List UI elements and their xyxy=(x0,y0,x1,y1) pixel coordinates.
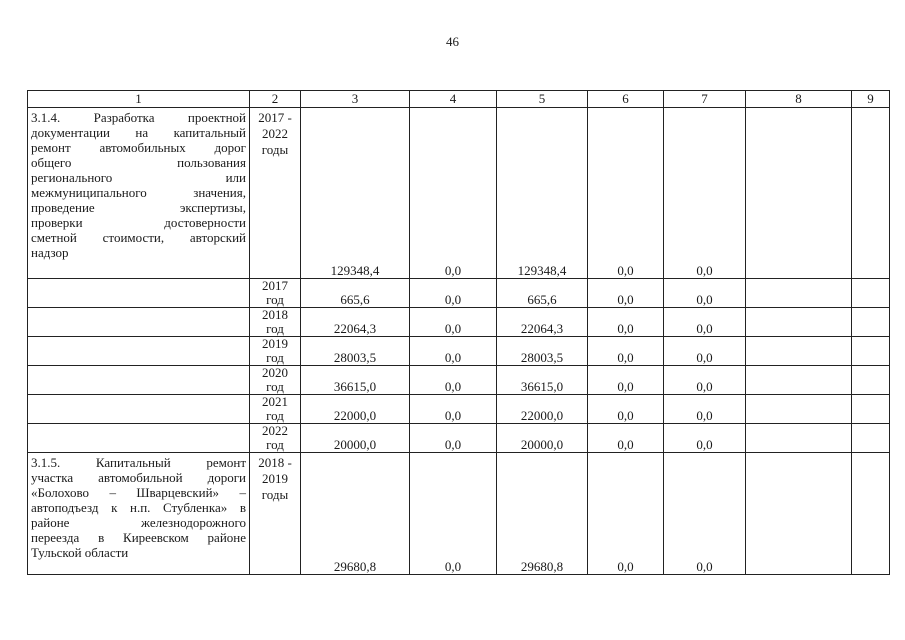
value-cell: 0,0 xyxy=(588,366,664,395)
value-cell: 22000,0 xyxy=(301,395,410,424)
year-label: 2017 xyxy=(262,278,288,293)
table-row xyxy=(28,424,890,453)
value-cell xyxy=(852,108,890,279)
value-cell: 0,0 xyxy=(664,279,746,308)
desc-line: проверки достоверности xyxy=(31,215,246,230)
year-cell xyxy=(250,366,301,395)
period-cell xyxy=(250,453,301,575)
empty-cell xyxy=(852,308,890,337)
desc-line: ремонт автомобильных дорог xyxy=(31,140,246,155)
empty-cell xyxy=(28,279,250,308)
value-cell: 0,0 xyxy=(410,108,497,279)
value-cell xyxy=(852,453,890,575)
empty-cell xyxy=(746,366,852,395)
period-line: 2019 xyxy=(262,471,288,486)
desc-line: регионального или xyxy=(31,170,246,185)
value-cell: 0,0 xyxy=(664,424,746,453)
value-cell: 36615,0 xyxy=(301,366,410,395)
value-cell: 22000,0 xyxy=(497,395,588,424)
year-unit: год xyxy=(266,408,284,423)
table-row xyxy=(28,279,890,308)
empty-cell xyxy=(746,395,852,424)
table-row xyxy=(28,453,890,575)
value-cell: 29680,8 xyxy=(301,453,410,575)
header-cell: 4 xyxy=(410,91,497,108)
value-cell: 29680,8 xyxy=(497,453,588,575)
empty-cell xyxy=(28,337,250,366)
year-unit: год xyxy=(266,379,284,394)
budget-table xyxy=(27,90,890,575)
desc-line: общего пользования xyxy=(31,155,246,170)
value-cell: 20000,0 xyxy=(301,424,410,453)
value-cell: 665,6 xyxy=(497,279,588,308)
value-cell: 0,0 xyxy=(410,279,497,308)
header-cell: 2 xyxy=(250,91,301,108)
empty-cell xyxy=(746,337,852,366)
desc-line: районе железнодорожного xyxy=(31,515,246,530)
period-line: 2017 - xyxy=(258,110,292,125)
value-cell: 28003,5 xyxy=(301,337,410,366)
value-cell: 0,0 xyxy=(664,337,746,366)
table-row xyxy=(28,337,890,366)
table-row xyxy=(28,395,890,424)
empty-cell xyxy=(852,366,890,395)
header-cell: 9 xyxy=(852,91,890,108)
value-cell: 0,0 xyxy=(588,279,664,308)
year-unit: год xyxy=(266,321,284,336)
empty-cell xyxy=(28,366,250,395)
value-cell: 0,0 xyxy=(410,395,497,424)
year-cell xyxy=(250,279,301,308)
year-label: 2018 xyxy=(262,307,288,322)
value-cell: 0,0 xyxy=(664,308,746,337)
value-cell: 0,0 xyxy=(410,366,497,395)
empty-cell xyxy=(852,337,890,366)
value-cell: 0,0 xyxy=(410,337,497,366)
year-label: 2020 xyxy=(262,365,288,380)
value-cell: 22064,3 xyxy=(301,308,410,337)
desc-line: Тульской области xyxy=(31,545,129,560)
value-cell: 20000,0 xyxy=(497,424,588,453)
period-line: годы xyxy=(261,142,289,157)
year-label: 2022 xyxy=(262,423,288,438)
value-cell xyxy=(746,453,852,575)
year-cell xyxy=(250,337,301,366)
desc-line: переезда в Киреевском районе xyxy=(31,530,246,545)
year-cell xyxy=(250,424,301,453)
value-cell: 22064,3 xyxy=(497,308,588,337)
item-description xyxy=(28,108,250,279)
value-cell: 129348,4 xyxy=(301,108,410,279)
value-cell: 129348,4 xyxy=(497,108,588,279)
empty-cell xyxy=(746,308,852,337)
value-cell: 0,0 xyxy=(588,337,664,366)
value-cell: 0,0 xyxy=(588,308,664,337)
empty-cell xyxy=(28,424,250,453)
year-unit: год xyxy=(266,437,284,452)
header-cell: 7 xyxy=(664,91,746,108)
value-cell: 28003,5 xyxy=(497,337,588,366)
value-cell: 0,0 xyxy=(664,395,746,424)
table-row xyxy=(28,108,890,279)
table-header-row xyxy=(28,91,890,108)
header-cell: 5 xyxy=(497,91,588,108)
desc-line: участка автомобильной дороги xyxy=(31,470,246,485)
desc-line: «Болохово – Шварцевский» – xyxy=(31,485,246,500)
empty-cell xyxy=(746,279,852,308)
empty-cell xyxy=(746,424,852,453)
value-cell: 0,0 xyxy=(410,424,497,453)
period-line: 2022 xyxy=(262,126,288,141)
empty-cell xyxy=(852,279,890,308)
year-unit: год xyxy=(266,292,284,307)
value-cell: 0,0 xyxy=(588,453,664,575)
desc-line: проведение экспертизы, xyxy=(31,200,246,215)
value-cell: 0,0 xyxy=(588,395,664,424)
empty-cell xyxy=(28,308,250,337)
value-cell: 0,0 xyxy=(588,424,664,453)
period-line: годы xyxy=(261,487,289,502)
year-cell xyxy=(250,395,301,424)
header-cell: 1 xyxy=(28,91,250,108)
header-cell: 6 xyxy=(588,91,664,108)
desc-line: надзор xyxy=(31,245,69,260)
desc-line: сметной стоимости, авторский xyxy=(31,230,246,245)
empty-cell xyxy=(28,395,250,424)
value-cell: 0,0 xyxy=(664,453,746,575)
value-cell: 0,0 xyxy=(410,453,497,575)
item-description xyxy=(28,453,250,575)
year-unit: год xyxy=(266,350,284,365)
year-cell xyxy=(250,308,301,337)
header-cell: 3 xyxy=(301,91,410,108)
page-number: 46 xyxy=(446,34,459,49)
desc-line: 3.1.4. Разработка проектной xyxy=(31,110,246,125)
desc-line: межмуниципального значения, xyxy=(31,185,246,200)
value-cell: 36615,0 xyxy=(497,366,588,395)
desc-line: 3.1.5. Капитальный ремонт xyxy=(31,455,246,470)
value-cell: 0,0 xyxy=(588,108,664,279)
period-cell xyxy=(250,108,301,279)
empty-cell xyxy=(852,395,890,424)
value-cell: 665,6 xyxy=(301,279,410,308)
header-cell: 8 xyxy=(746,91,852,108)
year-label: 2019 xyxy=(262,336,288,351)
desc-line: автоподъезд к н.п. Стубленка» в xyxy=(31,500,246,515)
value-cell xyxy=(746,108,852,279)
value-cell: 0,0 xyxy=(664,108,746,279)
value-cell: 0,0 xyxy=(410,308,497,337)
table-row xyxy=(28,308,890,337)
desc-line: документации на капитальный xyxy=(31,125,246,140)
period-line: 2018 - xyxy=(258,455,292,470)
value-cell: 0,0 xyxy=(664,366,746,395)
empty-cell xyxy=(852,424,890,453)
table-row xyxy=(28,366,890,395)
year-label: 2021 xyxy=(262,394,288,409)
